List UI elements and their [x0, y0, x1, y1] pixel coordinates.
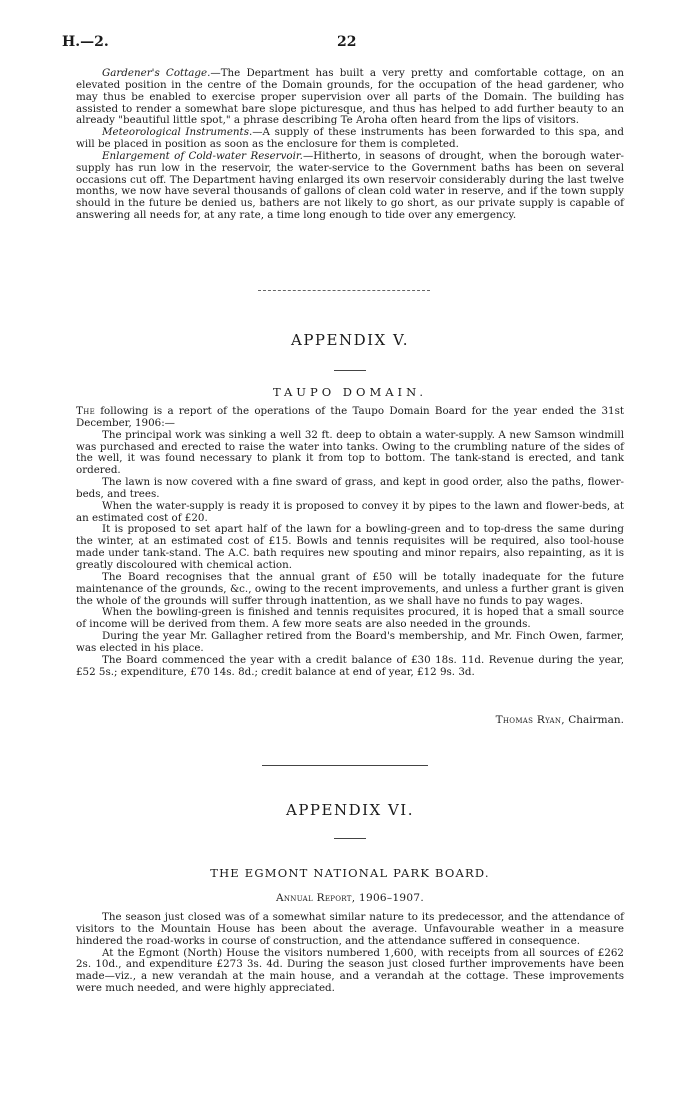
taupo-paragraph: The Board recognises that the annual grant of £50 will be totally inadequate for the future maintenance of the grounds, &c., owing to the recent improvements, and unless a further grant is given the whole of the grounds will suffer through inattention, as we shall have no funds to pay wages. — [76, 570, 624, 607]
paragraph-lead: Gardener's Cottage. — [102, 67, 211, 79]
paragraph-lead: Enlargement of Cold-water Reservoir. — [102, 149, 303, 162]
intro-section — [76, 68, 624, 222]
taupo-opening — [76, 406, 624, 430]
signature-name: Thomas Ryan, — [495, 714, 565, 726]
opening-text: following is a report of the operations of the Taupo Domain Board for the year ended the 31st December, 1906:— — [76, 405, 624, 429]
paragraph-text: —A supply of these instruments has been forwarded to this spa, and will be placed in position as soon as the enclosure for them is completed. — [76, 126, 624, 151]
section-divider — [262, 765, 428, 766]
paragraph-text: —The Department has built a very pretty and comfortable cottage, on an elevated position in the centre of the Domain grounds, for the occupation of the head gardener, who may thus be enabled to exercise proper supervision over all parts of the Domain. The building has assisted to render a somewhat bare slope picturesque, and thus has helped to add further beauty to an already "beautiful little spot," a phrase describing Te Aroha often heard from the lips of visitors. — [76, 67, 624, 127]
taupo-report — [76, 406, 624, 678]
paragraph-lead: Meteorological Instruments. — [102, 126, 253, 139]
taupo-paragraph: The principal work was sinking a well 32 ft. deep to obtain a water-supply. A new Samson windmill was purchased and erected to raise the water into tanks. Owing to the crumbling nature of the sides of the well, it was found necessary to plank it from top to bottom. The tank-stand is erected, and tank ordered. — [76, 428, 624, 477]
page-number: 22 — [337, 34, 357, 50]
paragraph-reservoir — [76, 151, 624, 222]
paragraph-meteorological — [76, 127, 624, 151]
taupo-paragraph: During the year Mr. Gallagher retired from the Board's membership, and Mr. Finch Owen, farmer, was elected in his place. — [76, 630, 624, 654]
signature — [496, 714, 624, 726]
annual-report-title: Annual Report, 1906–1907. — [275, 892, 425, 904]
egmont-paragraph: The season just closed was of a somewhat similar nature to its predecessor, and the attendance of visitors to the Mountain House has been about the average. Unfavourable weather in a measure hindered the road-works in course of construction, and the attendance suffered in consequence. — [76, 911, 624, 947]
section-divider — [258, 290, 430, 291]
signature-role: Chairman. — [568, 714, 624, 726]
taupo-paragraph: When the bowling-green is finished and tennis requisites procured, it is hoped that a small source of income will be derived from them. A few more seats are also needed in the grounds. — [76, 606, 624, 631]
paragraph-gardeners-cottage — [76, 68, 624, 127]
egmont-report — [76, 912, 624, 995]
taupo-paragraph: It is proposed to set apart half of the lawn for a bowling-green and to top-dress the same during the winter, at an estimated cost of £15. Bowls and tennis requisites will be required, also tool-house made under tank-stand. The A.C. bath requires new spouting and minor repairs, also repainting, as it is greatly discoloured with chemical action. — [76, 523, 624, 571]
series-header: H.—2. — [62, 34, 109, 50]
appendix-5-title: APPENDIX V. — [291, 331, 409, 349]
appendix-6-title: APPENDIX VI. — [285, 801, 415, 819]
paragraph-text: —Hitherto, in seasons of drought, when the borough water-supply has run low in the reservoir, the water-service to the Government baths has been on several occasions cut off. The Department having enlarged its own reservoir considerably during the last twelve months, we now have several thousands of gallons of clean cold water in reserve, and if the town supply should in the future be denied us, bathers are not likely to go short, as our private supply is capable of answering all needs for, at any rate, a time long enough to tide over any emergency. — [76, 149, 624, 222]
egmont-paragraph: At the Egmont (North) House the visitors numbered 1,600, with receipts from all sources of £262 2s. 10d., and expenditure £273 3s. 4d. During the season just closed further improvements have been made—viz., a new verandah at the main house, and a verandah at the cottage. These improvements were much needed, and were highly appreciated. — [76, 946, 624, 995]
opening-lead: The — [76, 405, 95, 417]
title-rule — [334, 838, 366, 839]
appendix-6-subtitle: THE EGMONT NATIONAL PARK BOARD. — [210, 866, 490, 880]
taupo-paragraph: The Board commenced the year with a credit balance of £30 18s. 11d. Revenue during the year, £52 5s.; expenditure, £70 14s. 8d.; credit balance at end of year, £12 9s. 3d. — [76, 653, 624, 678]
taupo-paragraph: When the water-supply is ready it is proposed to convey it by pipes to the lawn and flower-beds, at an estimated cost of £20. — [76, 499, 624, 524]
taupo-paragraph: The lawn is now covered with a fine sward of grass, and kept in good order, also the paths, flower-beds, and trees. — [76, 476, 624, 500]
appendix-5-subtitle: TAUPO DOMAIN. — [272, 385, 428, 399]
title-rule — [334, 370, 366, 371]
